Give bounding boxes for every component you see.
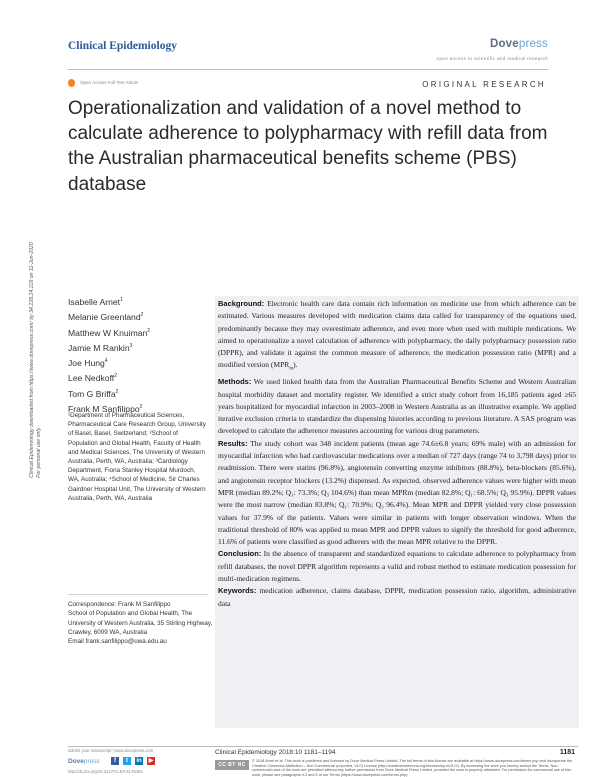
footer-divider — [68, 746, 578, 747]
author-affil-mark: 2 — [139, 403, 143, 410]
open-access-label: Open Access Full Text Article — [80, 80, 138, 85]
submit-manuscript-link[interactable]: submit your manuscript | www.dovepress.com — [68, 748, 154, 753]
creative-commons-badge[interactable]: CC BY NC — [215, 760, 249, 770]
background-text: Electronic health care data contain rich information on medicine use from which adherence can be estimated. Various measures developed with medication claims data called for transparency of the equations used, predominantly because they may overestimate adherence, and even more when used with multiple medications. We aimed to operationalize a novel calculation of adherence with polypharmacy, the daily polypharmacy possession ratio (DPPR), and validate it against the common measure of adherence, the medication possession ratio (MPR) and a modified version (MPR — [218, 299, 576, 370]
author-affil-mark: 3 — [129, 342, 133, 349]
background-label: Background: — [218, 299, 265, 308]
keywords-text: medication adherence, claims database, DPPR, medication possession ratio, algorithm, administrative data — [218, 586, 576, 608]
linkedin-icon[interactable]: in — [136, 758, 142, 764]
header-divider — [68, 69, 548, 70]
publisher-light: press — [518, 38, 548, 50]
author[interactable] — [68, 309, 150, 324]
background-subscript: m — [289, 366, 294, 372]
abstract-keywords — [218, 585, 576, 610]
author[interactable] — [68, 325, 150, 340]
author-name: Isabelle Arnet — [68, 296, 121, 307]
correspondence-divider — [68, 594, 208, 595]
watermark-line-1: Clinical Epidemiology downloaded from https://www.dovepress.com/ by 34.228.24.229 on 11-Jun-2020 — [29, 242, 35, 478]
author-list — [68, 294, 150, 416]
author-name: Tom G Briffa — [68, 388, 116, 399]
footer-journal-ref: Clinical Epidemiology 2018:10 1181–1194 — [215, 749, 336, 756]
author-affil-mark: 4 — [104, 358, 108, 365]
abstract-text — [218, 298, 576, 610]
watermark-line-2: For personal use only. — [36, 426, 42, 478]
keywords-label: Keywords: — [218, 586, 257, 596]
conclusion-label: Conclusion: — [218, 549, 262, 559]
affiliations: ¹Department of Pharmaceutical Sciences, Pharmaceutical Care Research Group, University of Basel, Basel, Switzerland; ²School of Population and Global Health, Faculty of Health and Medical Sciences, The University of Western Australia, Perth, WA, Australia; ³Cardiology Department, Fiona Stanley Hospital Murdoch, WA, Australia; ⁴School of Medicine, Sir Charles Gairdner Hospital Unit, The University of Western Australia, Perth, WA, Australia — [68, 412, 206, 502]
doi-link[interactable]: http://dx.doi.org/10.2147/CLEP.S176494 — [68, 769, 143, 774]
publisher-tagline: open access to scientific and medical research — [436, 56, 548, 61]
author[interactable] — [68, 340, 150, 355]
page-number: 1181 — [559, 749, 575, 756]
publisher-bold: Dove — [489, 38, 519, 50]
methods-text: We used linked health data from the Australian Pharmaceutical Benefits Scheme and Western Australian hospital morbidity dataset and mortality register. We identified a strict study cohort from 16,185 patients aged ≥65 years hospitalized for myocardial infarction in 2003–2008 in Western Australia as an illustrative example. We applied iterative exclusion criteria to standardize the dispensing histories according to previous literature. A SAS program was developed to calculate the adherence measures accounting for various drug parameters. — [218, 377, 576, 436]
journal-name: Clinical Epidemiology — [68, 40, 177, 52]
conclusion-text: In the absence of transparent and standardized equations to calculate adherence to polypharmacy from refill databases, the novel DPPR algorithm represents a valid and robust method to estimate medication possession for multi-medication regimens. — [218, 549, 576, 584]
abstract-methods — [218, 376, 576, 437]
author-affil-mark: 1 — [120, 297, 123, 303]
author-name: Frank M Sanfilippo — [68, 403, 140, 414]
author-name: Jamie M Rankin — [68, 342, 130, 353]
author-name: Joe Hung — [68, 357, 105, 368]
results-label: Results: — [218, 438, 248, 448]
twitter-icon[interactable]: t — [123, 757, 131, 765]
section-label: ORIGINAL RESEARCH — [422, 80, 546, 89]
footer-publisher-logo[interactable] — [68, 758, 100, 765]
open-access-icon — [68, 79, 75, 87]
author-name: Matthew W Knuiman — [68, 327, 148, 338]
footer-publisher-bold: Dove — [68, 758, 84, 765]
youtube-icon[interactable]: ▶ — [148, 758, 154, 764]
abstract-conclusion — [218, 548, 576, 585]
author[interactable] — [68, 355, 150, 370]
correspondence-address: School of Population and Global Health, The University of Western Australia, 35 Stirling Highway, Crawley, 6009 WA, Australia — [68, 610, 213, 636]
background-end: ). — [293, 360, 298, 370]
publisher-logo[interactable] — [490, 38, 548, 50]
author[interactable] — [68, 294, 150, 309]
facebook-icon[interactable]: f — [111, 757, 119, 765]
license-text: © 2018 Arnet et al. This work is published and licensed by Dove Medical Press Limited. The full terms of this license are available at https://www.dovepress.com/terms.php and incorporate the Creative Commons Attribution – Non Commercial (unported, v3.0) License (http://creativecommons.org/licenses/by-nc/3.0/). By accessing the work you hereby accept the Terms. Non-commercial uses of the work are permitted without any further permission from Dove Medical Press Limited, provided the work is properly attributed. For permission for commercial use of this work, please see paragraphs 4.2 and 5 of our Terms (https://www.dovepress.com/terms.php). — [252, 759, 573, 777]
author-affil-mark: 2 — [140, 312, 144, 319]
download-watermark — [29, 242, 43, 478]
author-affil-mark: 2 — [114, 373, 117, 380]
correspondence-label: Correspondence: Frank M Sanfilippo — [68, 601, 171, 608]
author-name: Melanie Greenland — [68, 312, 141, 323]
correspondence-email[interactable]: Email frank.sanfilippo@uwa.edu.au — [68, 638, 167, 646]
footer-publisher-light: press — [83, 758, 100, 765]
author-affil-mark: 2 — [115, 388, 119, 395]
author[interactable] — [68, 386, 150, 401]
article-title: Operationalization and validation of a novel method to calculate adherence to polypharmacy with refill data from the Australian pharmaceutical benefits scheme (PBS) database — [68, 98, 548, 195]
methods-label: Methods: — [218, 377, 252, 387]
abstract-results — [218, 438, 576, 549]
abstract-background — [218, 298, 576, 376]
results-text: The study cohort was 348 incident patients (mean age 74.6±6.8 years; 69% male) with an admission for myocardial infarction who had cardiovascular medications over a median of 727 days (range 74 to 3,798 days) prior to readmission. There were statins (96.8%), angiotensin converting enzyme inhibitors (88.8%), beta-blockers (85.6%), and angiotensin receptor blockers (13.2%) dispensed. As expected, observed adherence values were higher with mean MPR (median 89.2%; Q₁: 73.3%; Q₃ 104.6%) than mean MPRm (median 82.8%; Q₁: 68.5%; Q₃ 95.9%). DPPR values were the most narrow (median 83.8%; Q₁: 70.9%; Q₃ 96.4%). Mean MPR and DPPR yielded very close possession values for 37.9% of the patients. Values were similar in patients with longer observation windows. When the traditional threshold of 80% was applied to mean MPR and DPPR values to signify the threshold for good adherence, 11.6% of patients were classified as good adherers with the mean MPR relative to the DPPR. — [218, 438, 576, 547]
correspondence — [68, 600, 218, 646]
author-name: Lee Nedkoff — [68, 373, 115, 384]
author-affil-mark: 2 — [147, 327, 151, 334]
author[interactable] — [68, 370, 150, 385]
